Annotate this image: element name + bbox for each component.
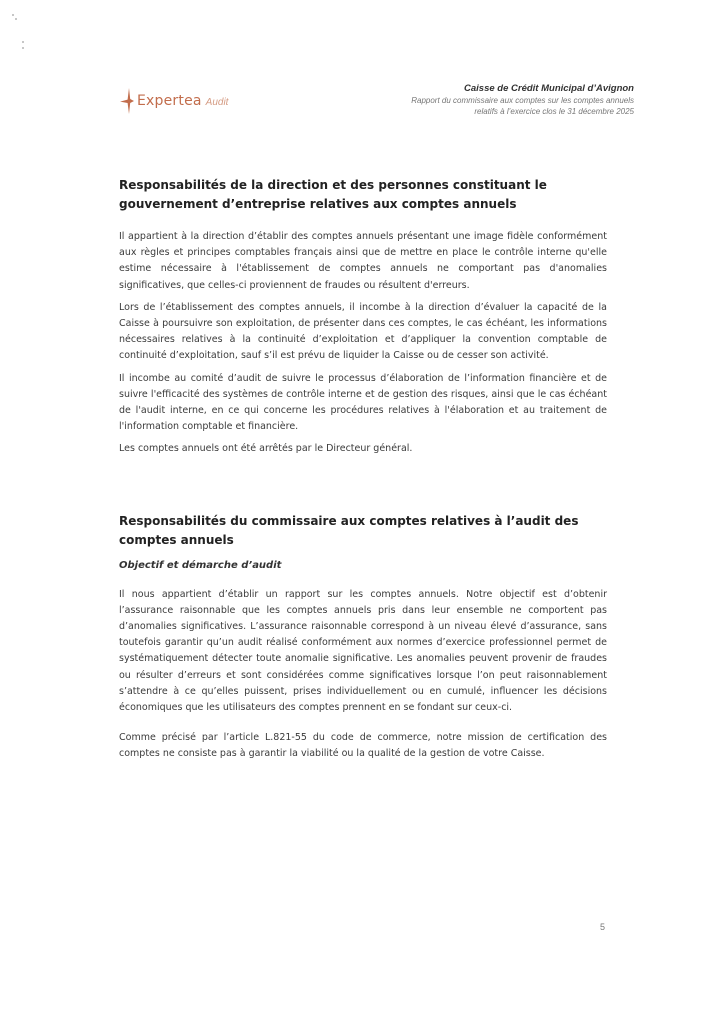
- document-body: [119, 176, 607, 769]
- expertea-logo: [120, 88, 228, 114]
- paragraph: Il incombe au comité d’audit de suivre le processus d’élaboration de l’information financière et de suivre l'efficacité des systèmes de contrôle interne et de gestion des risques, ainsi que le cas échéant de l'audit interne, en ce qui concerne les procédures relatives à l'élaboration et au traitement de l'information comptable et financière.: [119, 372, 607, 433]
- section-title: Responsabilités du commissaire aux comptes relatives à l’audit des comptes annuels: [119, 513, 579, 547]
- subheading: Objectif et démarche d’audit: [119, 559, 282, 571]
- paragraph: Il appartient à la direction d’établir des comptes annuels présentant une image fidèle conformément aux règles et principes comptables français ainsi que de mettre en place le contrôle interne qu'elle estime nécessaire à l'établissement de comptes annuels ne comportant pas d'anomalies significatives, que celles-ci proviennent de fraudes ou résultent d'erreurs.: [119, 231, 607, 291]
- paragraph: Comme précisé par l’article L.821-55 du code de commerce, notre mission de certification des comptes ne consiste pas à garantir la viabilité ou la qualité de la gestion de votre Caisse.: [119, 732, 607, 760]
- star-spark-icon: [120, 88, 134, 114]
- report-title-line-1: Rapport du commissaire aux comptes sur les comptes annuels: [411, 96, 634, 105]
- section-auditor-responsibilities: [119, 512, 607, 763]
- paragraph: Il nous appartient d’établir un rapport sur les comptes annuels. Notre objectif est d’obtenir l’assurance raisonnable que les comptes annuels pris dans leur ensemble ne comportent pas d’anomalies significatives. L’assurance raisonnable correspond à un niveau élevé d’assurance, sans toutefois garantir qu’un audit réalisé conformément aux normes d’exercice professionnel permet de systématiquement détecter toute anomalie significative. Les anomalies peuvent provenir de fraudes ou résulter d’erreurs et sont considérées comme significatives lorsque l’on peut raisonnablement s’attendre à ce qu’elles puissent, prises individuellement ou en cumulé, influencer les décisions économiques que les utilisateurs des comptes prennent en se fondant sur ceux-ci.: [119, 588, 607, 714]
- section-management-responsibilities: [119, 176, 607, 458]
- paragraph: Les comptes annuels ont été arrêtés par le Directeur général.: [119, 443, 413, 455]
- report-title-line-2: relatifs à l’exercice clos le 31 décembre 2025: [474, 107, 634, 116]
- logo-brand-text: Expertea: [137, 93, 202, 109]
- organization-name: Caisse de Crédit Municipal d’Avignon: [464, 83, 634, 94]
- page-header: [0, 0, 724, 140]
- section-title: Responsabilités de la direction et des personnes constituant le gouvernement d’entreprise relatives aux comptes annuels: [119, 178, 547, 211]
- page-number: 5: [600, 922, 606, 932]
- logo-sub-text: Audit: [205, 96, 229, 108]
- paragraph: Lors de l’établissement des comptes annuels, il incombe à la direction d’évaluer la capacité de la Caisse à poursuivre son exploitation, de présenter dans ces comptes, le cas échéant, les informations nécessaires relatives à la continuité d’exploitation et d’appliquer la convention comptable de continuité d’exploitation, sauf s’il est prévu de liquider la Caisse ou de cesser son activité.: [119, 301, 607, 362]
- header-report-info: [411, 83, 634, 117]
